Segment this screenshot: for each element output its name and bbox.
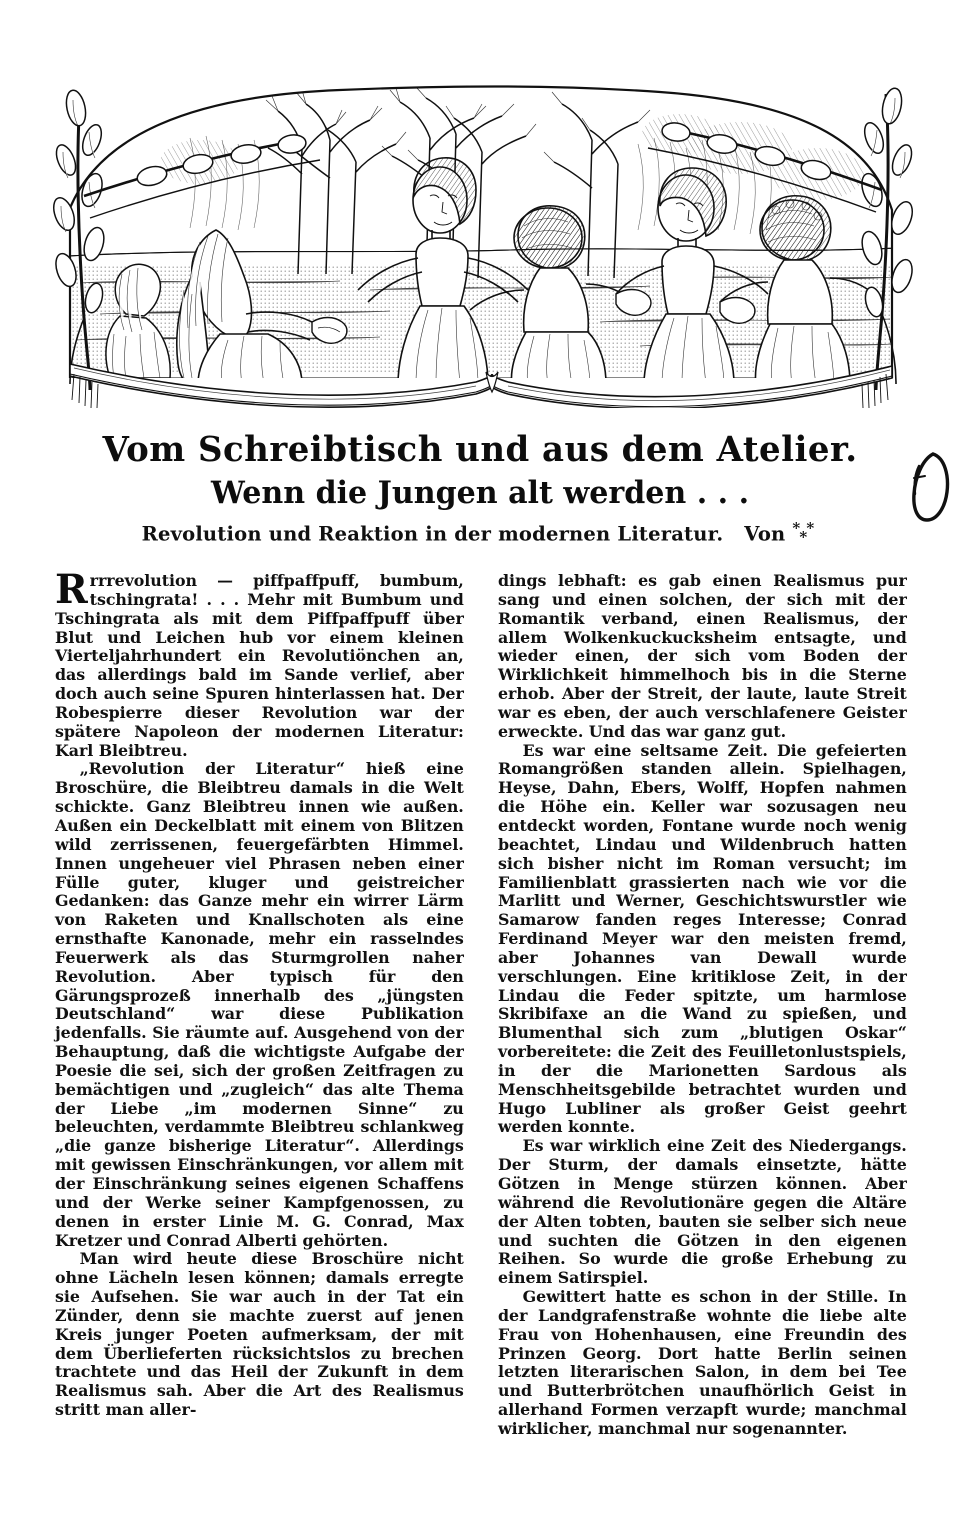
paragraph-text: rrrevolution — piffpaffpuff, bumbum, tschingrata! . . . Mehr mit Bumbum und Tschingrata als mit dem Piffpaffpuff über Blut und Leichen hub vor einem kleinen Vierteljahrhundert ein Revolutiönchen an, das allerdings bald im Sande verlief, aber doch auch seine Spuren hinterlassen hat. Der Robespierre dieser Revolution war der spätere Napoleon der modernen Literatur: Karl Bleibtreu. — [55, 571, 464, 760]
column-right — [498, 572, 913, 1502]
column-left — [55, 566, 470, 1502]
title-block — [0, 430, 960, 546]
paragraph — [498, 1288, 907, 1439]
article-body — [55, 566, 913, 1502]
paragraph — [55, 566, 464, 760]
byline-author-marks — [792, 519, 818, 547]
paragraph — [498, 742, 907, 1138]
paragraph — [498, 1137, 907, 1288]
paragraph-text: Gewittert hatte es schon in der Stille. In der Landgrafenstraße wohnte die liebe alte Frau von Hohenhausen, eine Freundin des Prinzen Georg. Dort hatte Berlin seinen letzten literarischen Salon, in dem bei Tee und Butterbrötchen unaufhörlich Geist in allerhand Formen verzapft wurde; manchmal wirklicher, manchmal nur sogenannter. — [498, 1287, 907, 1438]
byline — [0, 521, 960, 546]
drop-cap: R — [55, 566, 88, 613]
paragraph — [55, 760, 464, 1250]
paragraph — [55, 1250, 464, 1420]
byline-mark-1: * — [792, 519, 801, 538]
paragraph — [498, 572, 907, 742]
paragraph-text: dings lebhaft: es gab einen Realismus pur sang und einen solchen, der sich mit der Romantik verband, einen Realismus, der allem Wolkenkuckucksheim entsagte, und wieder einen, der sich vom Boden der Wirklichkeit himmelhoch bis in die Sterne erhob. Aber der Streit, der laute, laute Streit war es eben, der auch verschlafenere Geister erweckte. Und das war ganz gut. — [498, 571, 907, 741]
byline-mark-2: * — [806, 519, 815, 538]
paragraph-text: Man wird heute diese Broschüre nicht ohne Lächeln lesen können; damals erregte sie Aufsehen. Sie war auch in der Tat ein Zünder, denn sie machte zuerst auf jenen Kreis junger Poeten aufmerksam, der mit dem Überlieferten rücksichtslos zu brechen trachtete und das Heil der Zukunft in dem Realismus sah. Aber die Art des Realismus stritt man aller- — [55, 1249, 464, 1420]
article-title: Wenn die Jungen alt werden . . . — [210, 475, 750, 512]
byline-mark-3: * — [799, 528, 808, 547]
headpiece-illustration — [40, 78, 920, 408]
paragraph-text: „Revolution der Literatur“ hieß eine Broschüre, die Bleibtreu damals in die Welt schickte. Ganz Bleibtreu innen wie außen. Außen ein Deckelblatt mit einem von Blitzen wild zerrissenen, feuergefärbten Himmel. Innen ungeheuer viel Phrasen neben einer Fülle guter, kluger und geistreicher Gedanken: das Ganze mehr ein wirrer Lärm von Raketen und Knallschoten als eine ernsthafte Kanonade, mehr ein rasselndes Feuerwerk als das Sturmgrollen naher Revolution. Aber typisch für den Gärungsprozeß innerhalb des „jüngsten Deutschland“ war diese Publikation jedenfalls. Sie räumte auf. Ausgehend von der Behauptung, daß die wichtigste Aufgabe der Poesie die sei, sich der großen Zeitfragen zu bemächtigen und „zugleich“ das alte Thema der Liebe „im modernen Sinne“ zu beleuchten, verdammte Bleibtreu schlankweg „die ganze bisherige Literatur“. Allerdings mit gewissen Einschränkungen, vor allem mit der Einschränkung seines eigenen Schaffens und der Werke seiner Kampfgenossen, zu denen in erster Linie M. G. Conrad, Max Kretzer und Conrad Alberti gehörten. — [55, 759, 464, 1250]
byline-subject: Revolution und Reaktion in der modernen Literatur. — [141, 522, 724, 546]
page-title: Vom Schreibtisch und aus dem Atelier. — [102, 429, 858, 470]
handwritten-margin-mark — [905, 448, 953, 526]
paragraph-text: Es war wirklich eine Zeit des Niedergangs. Der Sturm, der damals einsetzte, hätte Götzen in Menge stürzen können. Aber während die Revolutionäre gegen die Altäre der Alten tobten, bauten sie selber sich neue und suchten die Götzen in den eigenen Reihen. So wurde die große Erhebung zu einem Satirspiel. — [498, 1136, 907, 1288]
paragraph-text: Es war eine seltsame Zeit. Die gefeierten Romangrößen standen allein. Spielhagen, Heyse, Dahn, Ebers, Wolff, Hopfen nahmen die Höhe ein. Keller war sozusagen neu entdeckt worden, Fontane wurde noch wenig beachtet, Lindau und Wildenbruch hatten sich bisher nicht im Roman versucht; im Familienblatt grassierten nach wie vor die Marlitt und Werner, Geschichtswurstler wie Samarow fanden reges Interesse; Conrad Ferdinand Meyer war den meisten fremd, aber Johannes van Dewall wurde verschlungen. Eine kritiklose Zeit, in der Lindau die Feder spitzte, um harmlose Skribifaxe an die Wand zu spießen, und Blumenthal sich zum „blutigen Oskar“ vorbereitete: die Zeit des Feuilletonlustspiels, in der die Marionetten Sardous als Menschheitsgebilde betrachtet wurden und Hugo Lubliner als großer Geist geehrt werden konnte. — [498, 740, 907, 1137]
byline-author-label: Von — [744, 522, 786, 546]
